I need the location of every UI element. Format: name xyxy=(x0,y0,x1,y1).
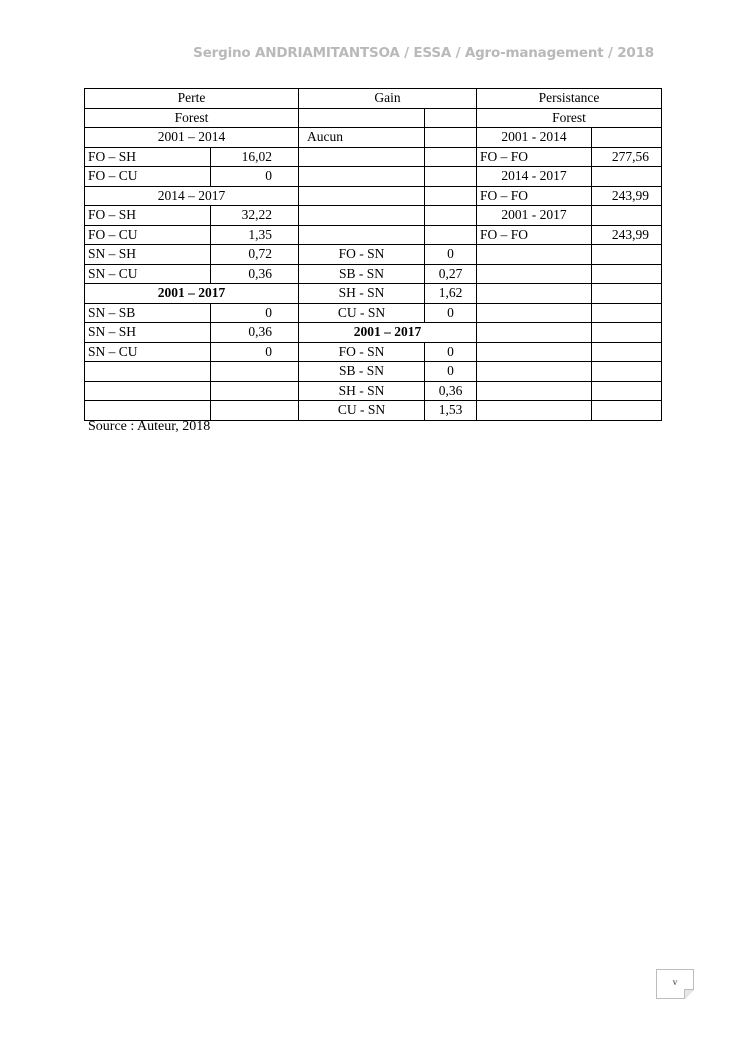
subheader-perte: Forest xyxy=(85,108,299,128)
period-label: 2014 – 2017 xyxy=(85,186,299,206)
cell-label: FO – FO xyxy=(477,147,592,167)
cell-value: 1,53 xyxy=(425,401,477,421)
cell-label: CU - SN xyxy=(299,303,425,323)
table-source: Source : Auteur, 2018 xyxy=(88,419,211,434)
period-label: 2001 – 2017 xyxy=(85,284,299,304)
header-gain: Gain xyxy=(299,89,477,109)
cell-label: SN – SB xyxy=(85,303,211,323)
cell-value: 16,02 xyxy=(211,147,299,167)
cell-value: 0,36 xyxy=(211,264,299,284)
cell-value: 0,72 xyxy=(211,245,299,265)
cell-value: 0 xyxy=(211,167,299,187)
cell-label: SN – SH xyxy=(85,323,211,343)
header-perte: Perte xyxy=(85,89,299,109)
cell-value: 277,56 xyxy=(592,147,662,167)
cell-label: SH - SN xyxy=(299,381,425,401)
cell-value: 243,99 xyxy=(592,186,662,206)
table-row xyxy=(85,264,662,284)
cell-label: FO – SH xyxy=(85,147,211,167)
cell-label: FO – CU xyxy=(85,167,211,187)
subheader-persistance: Forest xyxy=(477,108,662,128)
cell-value: 0 xyxy=(425,245,477,265)
table-row xyxy=(85,206,662,226)
cell-label: SN – CU xyxy=(85,264,211,284)
cell-value: 0,36 xyxy=(211,323,299,343)
cell-value: 0 xyxy=(425,303,477,323)
header-persistance: Persistance xyxy=(477,89,662,109)
cell-value: 0 xyxy=(425,342,477,362)
cell-value: 0,36 xyxy=(425,381,477,401)
page-number-label: v xyxy=(672,977,678,987)
cell-value: 1,62 xyxy=(425,284,477,304)
cell-label: CU - SN xyxy=(299,401,425,421)
table-row xyxy=(85,225,662,245)
table-row xyxy=(85,284,662,304)
cell-value: 243,99 xyxy=(592,225,662,245)
table-row xyxy=(85,362,662,382)
data-table xyxy=(84,88,662,421)
period-label: 2001 – 2014 xyxy=(85,128,299,148)
cell-label: FO - SN xyxy=(299,245,425,265)
page-header: Sergino ANDRIAMITANTSOA / ESSA / Agro-management / 2018 xyxy=(193,45,654,61)
table-row xyxy=(85,342,662,362)
cell-label: FO – SH xyxy=(85,206,211,226)
table-row xyxy=(85,108,662,128)
cell-label: FO – FO xyxy=(477,225,592,245)
cell-label: FO – FO xyxy=(477,186,592,206)
table-row xyxy=(85,401,662,421)
cell-label: SN – SH xyxy=(85,245,211,265)
period-label: 2001 - 2014 xyxy=(477,128,592,148)
cell-label: SB - SN xyxy=(299,264,425,284)
cell-value: 0,27 xyxy=(425,264,477,284)
cell-value: 0 xyxy=(211,303,299,323)
cell-label: SB - SN xyxy=(299,362,425,382)
table-row xyxy=(85,323,662,343)
cell-value: 0 xyxy=(211,342,299,362)
gain-note: Aucun xyxy=(299,128,425,148)
table-row xyxy=(85,128,662,148)
table-row xyxy=(85,303,662,323)
table-row xyxy=(85,89,662,109)
table-row xyxy=(85,147,662,167)
cell-value: 1,35 xyxy=(211,225,299,245)
table-row xyxy=(85,167,662,187)
cell-label: SH - SN xyxy=(299,284,425,304)
page-curl-icon xyxy=(684,989,694,999)
table-row xyxy=(85,186,662,206)
cell-value: 32,22 xyxy=(211,206,299,226)
cell-label: FO – CU xyxy=(85,225,211,245)
table-row xyxy=(85,245,662,265)
period-label: 2014 - 2017 xyxy=(477,167,592,187)
period-label: 2001 - 2017 xyxy=(477,206,592,226)
page-number xyxy=(656,969,694,999)
cell-value: 0 xyxy=(425,362,477,382)
period-label: 2001 – 2017 xyxy=(299,323,477,343)
cell-label: FO - SN xyxy=(299,342,425,362)
cell-label: SN – CU xyxy=(85,342,211,362)
table-row xyxy=(85,381,662,401)
